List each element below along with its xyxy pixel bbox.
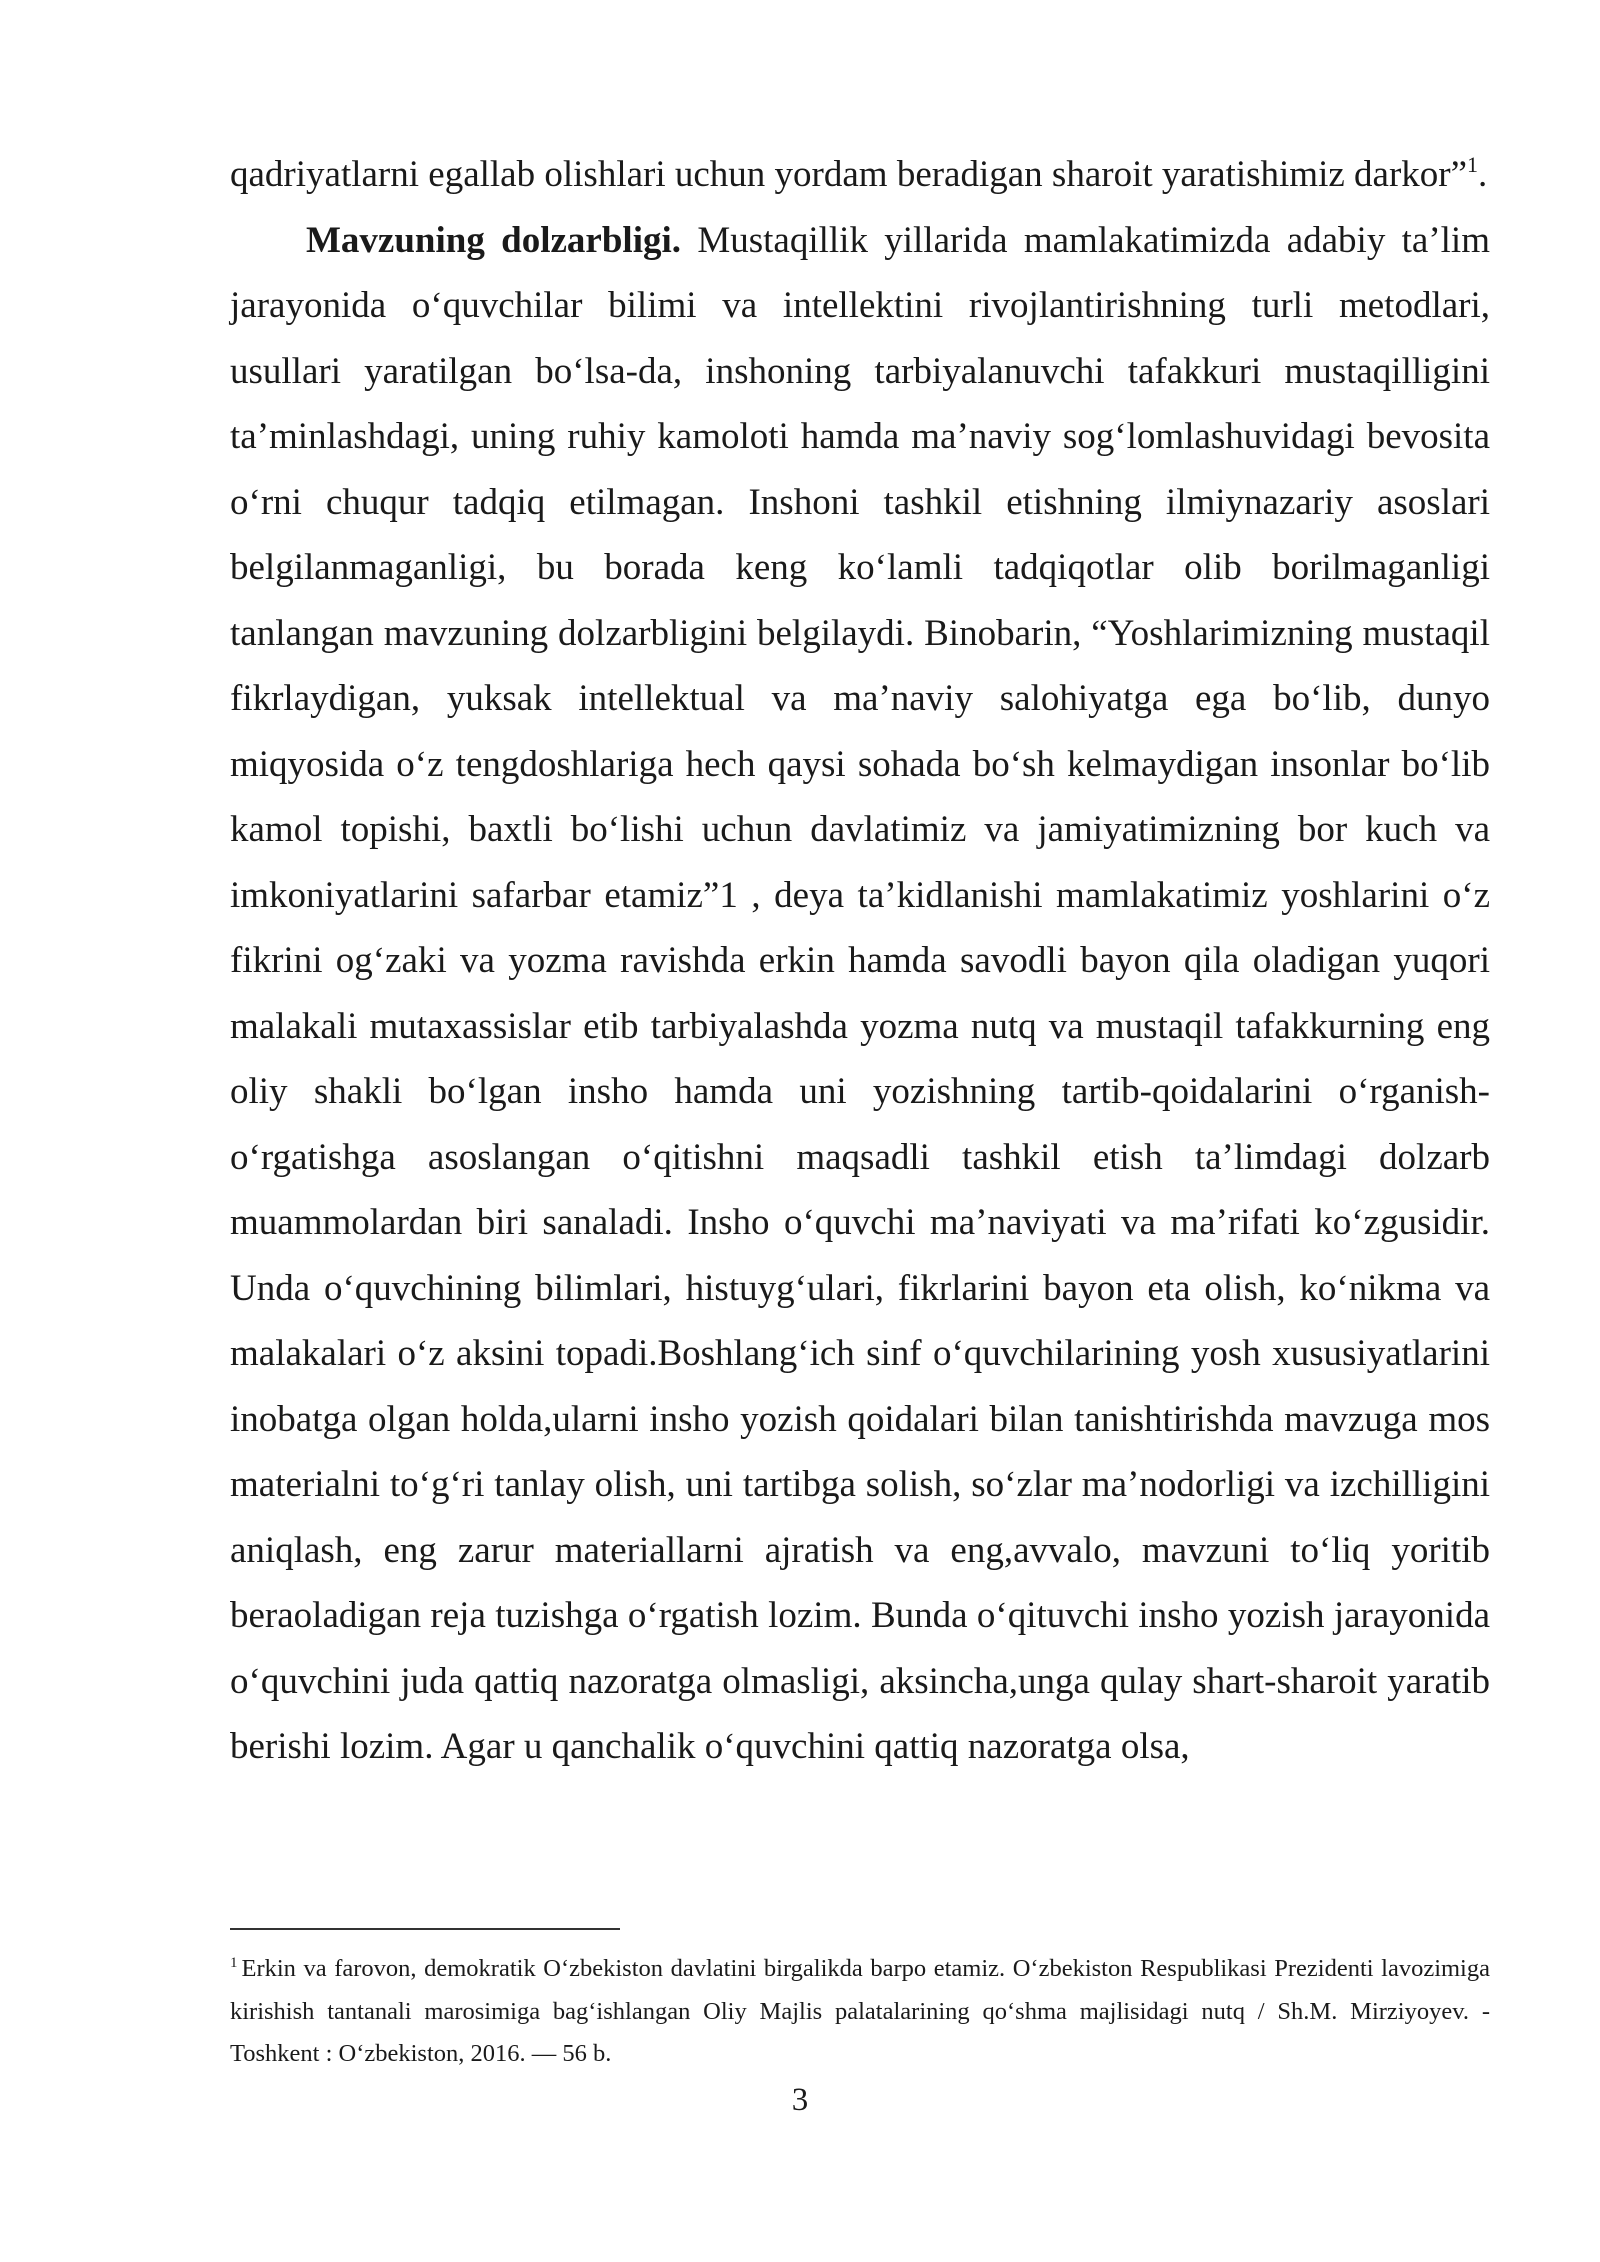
body-text	[230, 142, 1490, 1780]
section-body: Mustaqillik yillarida mamlakatimizda adabiy ta’lim jarayonida o‘quvchilar bilimi va intellektini rivojlantirishning turli metodlari, usullari yaratilgan bo‘lsa-da, inshoning tarbiyalanuvchi tafakkuri mustaqilligini ta’minlashdagi, uning ruhiy kamoloti hamda ma’naviy sog‘lomlashuvidagi bevosita o‘rni chuqur tadqiq etilmagan. Inshoni tashkil etishning ilmiynazariy asoslari belgilanmaganligi, bu borada keng ko‘lamli tadqiqotlar olib borilmaganligi tanlangan mavzuning dolzarbligini belgilaydi. Binobarin, “Yoshlarimizning mustaqil fikrlaydigan, yuksak intellektual va ma’naviy salohiyatga ega bo‘lib, dunyo miqyosida o‘z tengdoshlariga hech qaysi sohada bo‘sh kelmaydigan insonlar bo‘lib kamol topishi, baxtli bo‘lishi uchun davlatimiz va jamiyatimizning bor kuch va imkoniyatlarini safarbar etamiz”1 , deya ta’kidlanishi mamlakatimiz yoshlarini o‘z fikrini og‘zaki va yozma ravishda erkin hamda savodli bayon qila oladigan yuqori malakali mutaxassislar etib tarbiyalashda yozma nutq va mustaqil tafakkurning eng oliy shakli bo‘lgan insho hamda uni yozishning tartib-qoidalarini o‘rganish-o‘rgatishga asoslangan o‘qitishni maqsadli tashkil etish ta’limdagi dolzarb muammolardan biri sanaladi. Insho o‘quvchi ma’naviyati va ma’rifati ko‘zgusidir. Unda o‘quvchining bilimlari, histuyg‘ulari, fikrlarini bayon eta olish, ko‘nikma va malakalari o‘z aksini topadi.Boshlang‘ich sinf o‘quvchilarining yosh xususiyatlarini inobatga olgan holda,ularni insho yozish qoidalari bilan tanishtirishda mavzuga mos materialni to‘g‘ri tanlay olish, uni tartibga solish, so‘zlar ma’nodorligi va izchilligini aniqlash, eng zarur materiallarni ajratish va eng,avvalo, mavzuni to‘liq yoritib beraoladigan reja tuzishga o‘rgatish lozim. Bunda o‘qituvchi insho yozish jarayonida o‘quvchini juda qattiq nazoratga olmasligi, aksincha,unga qulay shart-sharoit yaratib berishi lozim. Agar u qanchalik o‘quvchini qattiq nazoratga olsa,	[230, 219, 1490, 1767]
footnote-text: Erkin va farovon, demokratik O‘zbekiston davlatini birgalikda barpo etamiz. O‘zbekiston Respublikasi Prezidenti lavozimiga kirishish tantanali marosimiga bag‘ishlangan Oliy Majlis palatalarining qo‘shma majlisidagi nutq / Sh.M. Mirziyoyev. - Toshkent : O‘zbekiston, 2016. — 56 b.	[230, 1955, 1490, 2067]
continuation-text: qadriyatlarni egallab olishlari uchun yordam beradigan sharoit yaratishimiz darkor”	[230, 154, 1468, 195]
relevance-paragraph	[230, 208, 1490, 1780]
section-lead: Mavzuning dolzarbligi.	[306, 219, 682, 261]
page-number: 3	[791, 2082, 809, 2118]
footnote-marker: 1	[230, 1955, 238, 1971]
continuation-paragraph	[230, 142, 1490, 208]
continuation-end: .	[1478, 154, 1488, 195]
footnote	[230, 1948, 1490, 2076]
footnote-separator	[230, 1928, 620, 1930]
footnote-reference: 1	[1467, 152, 1479, 177]
